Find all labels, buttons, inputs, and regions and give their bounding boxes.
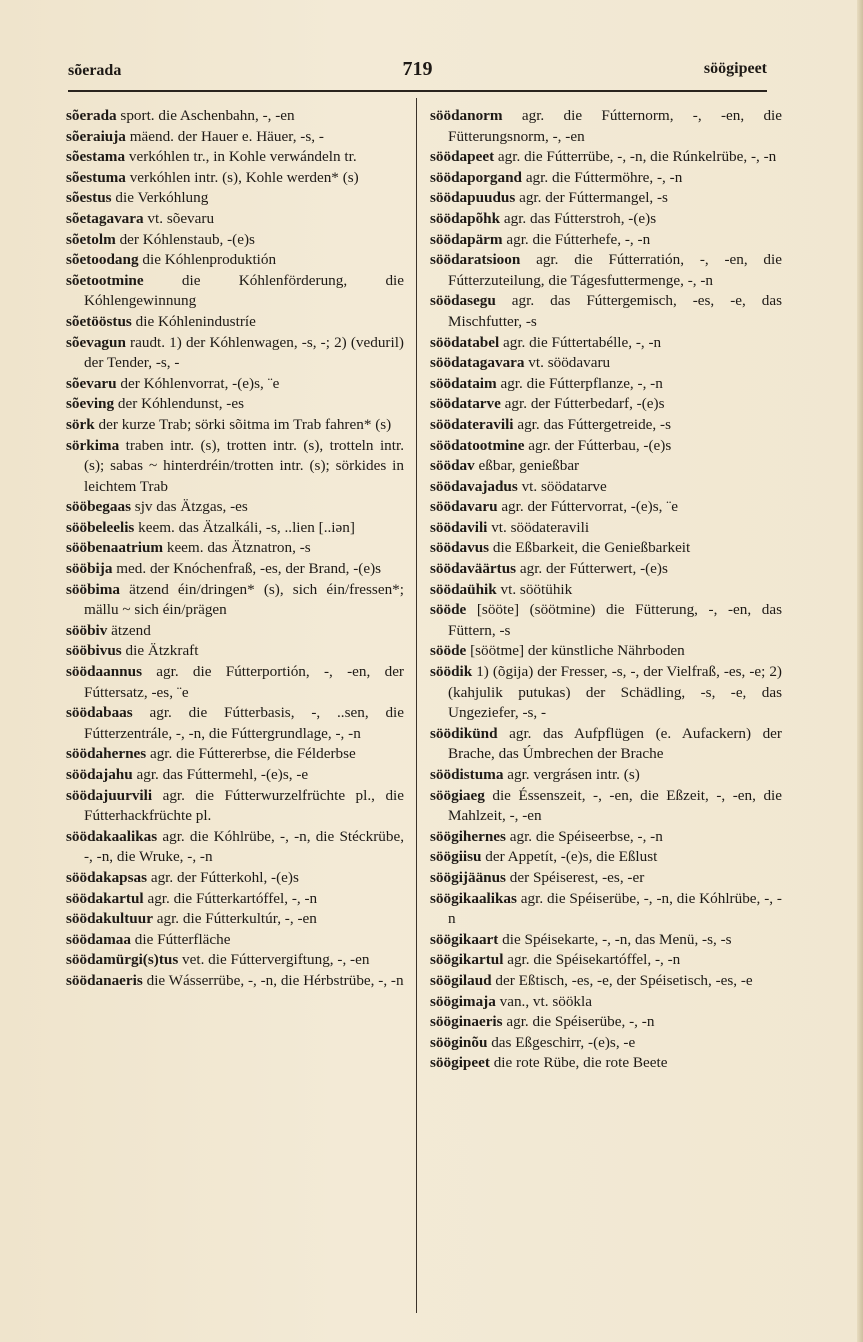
dictionary-entry: sõetööstus die Kóhlenindustríe bbox=[66, 312, 256, 330]
entry-headword: sõestama bbox=[66, 148, 126, 166]
dictionary-entry: sõetagavara vt. sõevaru bbox=[66, 209, 215, 227]
dictionary-entry: söödatootmine agr. der Fútterbau, -(e)s bbox=[430, 436, 672, 454]
entry-headword: söögiaeg bbox=[430, 786, 485, 804]
dictionary-entry: söödajahu agr. das Fúttermehl, -(e)s, -e bbox=[66, 766, 309, 783]
entry-headword: söödikünd bbox=[430, 724, 498, 742]
entry-headword: sööbima bbox=[66, 580, 121, 598]
dictionary-entry: söödistuma agr. vergrásen intr. (s) bbox=[430, 766, 640, 783]
entry-headword: söödatagavara bbox=[430, 354, 525, 372]
dictionary-entry: sõetoodang die Kóhlenproduktión bbox=[66, 251, 277, 269]
dictionary-entry: söödajuurvili agr. die Fútterwurzelfrüchte pl., die Fútterhackfrüchte pl. bbox=[66, 786, 404, 825]
dictionary-entry: sööbija med. der Knóchenfraß, -es, der Brand, -(e)s bbox=[66, 560, 382, 578]
entry-headword: söödavili bbox=[430, 518, 488, 536]
dictionary-entry: söögilaud der Eßtisch, -es, -e, der Spéisetisch, -es, -e bbox=[430, 971, 753, 989]
dictionary-entry: söödakartul agr. die Fútterkartóffel, -, -n bbox=[66, 889, 318, 907]
entry-headword: söödapõhk bbox=[430, 209, 501, 227]
dictionary-entry: söödav eßbar, genießbar bbox=[430, 457, 580, 475]
dictionary-entry: sööbeleelis keem. das Ätzalkáli, -s, ..lien [..iən] bbox=[66, 518, 355, 536]
dictionary-entry: söödaväärtus agr. der Fútterwert, -(e)s bbox=[430, 560, 668, 578]
dictionary-entry: söödataim agr. die Fútterpflanze, -, -n bbox=[430, 374, 663, 392]
entry-headword: söödamaa bbox=[66, 930, 131, 948]
dictionary-entry: sõevagun raudt. 1) der Kóhlenwagen, -s, -; 2) (veduril) der Tender, -s, - bbox=[66, 333, 404, 372]
dictionary-entry: sõerada sport. die Aschenbahn, -, -en bbox=[66, 107, 295, 124]
entry-headword: söödatootmine bbox=[430, 436, 525, 454]
dictionary-entry: söödavajadus vt. söödatarve bbox=[430, 477, 607, 495]
dictionary-entry: söödasegu agr. das Fúttergemisch, -es, -e, das Mischfutter, -s bbox=[430, 292, 782, 330]
dictionary-entry: söödabaas agr. die Fútterbasis, -, ..sen, die Fútterzentrále, -, -n, die Fúttergrundlage, -, -n bbox=[66, 704, 404, 742]
dictionary-entry: sööbivus die Ätzkraft bbox=[66, 642, 199, 660]
entry-headword: söögilaud bbox=[430, 971, 492, 989]
dictionary-entry: söödatagavara vt. söödavaru bbox=[430, 354, 611, 372]
dictionary-entry: sööginõu das Eßgeschirr, -(e)s, -e bbox=[430, 1033, 636, 1051]
dictionary-entry: söödateravili agr. das Fúttergetreide, -s bbox=[430, 415, 671, 433]
entry-headword: sõetagavara bbox=[66, 209, 144, 227]
entry-headword: söödakapsas bbox=[66, 868, 148, 886]
dictionary-entry: söögihernes agr. die Spéiseerbse, -, -n bbox=[430, 827, 663, 845]
header-rule bbox=[68, 90, 767, 92]
entry-headword: söödaporgand bbox=[430, 168, 523, 186]
page-header bbox=[68, 58, 767, 88]
dictionary-entry: sõetootmine die Kóhlenförderung, die Kóhlengewinnung bbox=[66, 271, 404, 310]
entry-headword: söödatarve bbox=[430, 395, 501, 413]
entry-headword: söögiisu bbox=[430, 848, 482, 866]
entry-headword: söödajuurvili bbox=[66, 786, 153, 804]
column-divider bbox=[416, 98, 417, 1313]
entry-headword: söödapuudus bbox=[430, 189, 516, 207]
entry-headword: söödataim bbox=[430, 374, 497, 392]
dictionary-entry: söödanaeris die Wásserrübe, -, -n, die Hérbstrübe, -, -n bbox=[66, 971, 404, 989]
entry-headword: söödakartul bbox=[66, 889, 144, 907]
entry-headword: söödasegu bbox=[430, 292, 496, 310]
dictionary-entry: sörk der kurze Trab; sörki sõitma im Trab fahren* (s) bbox=[66, 415, 392, 433]
entry-headword: söödapeet bbox=[430, 148, 495, 166]
dictionary-entry: sõeraiuja mäend. der Hauer e. Häuer, -s, - bbox=[66, 127, 324, 145]
entry-headword: sõetolm bbox=[66, 230, 116, 248]
entry-headword: söödik bbox=[430, 663, 473, 681]
dictionary-entry: söödaühik vt. söötühik bbox=[430, 580, 573, 598]
dictionary-entry: söödavaru agr. der Fúttervorrat, -(e)s, ¨e bbox=[430, 498, 678, 516]
dictionary-entry: sööbima ätzend éin/dringen* (s), sich éin/fressen*; mällu ~ sich éin/prägen bbox=[66, 580, 404, 619]
entry-headword: söödavajadus bbox=[430, 477, 518, 495]
dictionary-entry: söödakaalikas agr. die Kóhlrübe, -, -n, die Stéckrübe, -, -n, die Wruke, -, -n bbox=[66, 827, 404, 866]
dictionary-entry: sõestus die Verkóhlung bbox=[66, 189, 209, 207]
dictionary-entry: söödapuudus agr. der Fúttermangel, -s bbox=[430, 189, 668, 207]
entry-headword: sööbegaas bbox=[66, 498, 131, 516]
dictionary-entry: söögiisu der Appetít, -(e)s, die Eßlust bbox=[430, 848, 658, 866]
dictionary-entry: söögipeet die rote Rübe, die rote Beete bbox=[430, 1054, 668, 1072]
dictionary-entry: sööginaeris agr. die Spéiserübe, -, -n bbox=[430, 1013, 655, 1031]
dictionary-entry: söödanorm agr. die Fútternorm, -, -en, die Fütterungsnorm, -, -en bbox=[430, 107, 782, 145]
entry-headword: sõevaru bbox=[66, 374, 117, 392]
dictionary-entry: söögikaalikas agr. die Spéiserübe, -, -n, die Kóhlrübe, -, -n bbox=[430, 889, 782, 928]
entry-headword: sõetööstus bbox=[66, 312, 132, 330]
dictionary-entry: söödaratsioon agr. die Fútterratión, -, -en, die Fútterzuteilung, die Tágesfuttermenge, -, -n bbox=[430, 251, 782, 289]
entry-headword: söödaannus bbox=[66, 663, 142, 681]
entry-headword: sõestuma bbox=[66, 168, 126, 186]
dictionary-entry: sööbegaas sjv das Ätzgas, -es bbox=[66, 498, 248, 516]
entry-headword: söödakultuur bbox=[66, 910, 153, 928]
entry-headword: söödavaru bbox=[430, 498, 498, 516]
dictionary-entry: söödakapsas agr. der Fútterkohl, -(e)s bbox=[66, 868, 299, 886]
entry-headword: söödav bbox=[430, 457, 475, 475]
entry-headword: sööbenaatrium bbox=[66, 539, 164, 557]
entry-headword: sööbeleelis bbox=[66, 518, 135, 536]
dictionary-entry: sörkima traben intr. (s), trotten intr. (s), trotteln intr. (s); sabas ~ hinterdréin/trotten intr. (s); sörkides in leichtem Trab bbox=[66, 436, 404, 495]
dictionary-entry: söödapõhk agr. das Fútterstroh, -(e)s bbox=[430, 209, 657, 227]
dictionary-entry: sõevaru der Kóhlenvorrat, -(e)s, ¨e bbox=[66, 374, 280, 392]
dictionary-entry: söödikünd agr. das Aufpflügen (e. Aufackern) der Brache, das Úmbrechen der Brache bbox=[430, 724, 782, 763]
entry-headword: söögikaart bbox=[430, 930, 499, 948]
entry-headword: sörkima bbox=[66, 436, 120, 454]
entry-headword: sõeraiuja bbox=[66, 127, 126, 145]
dictionary-entry: söödik 1) (õgija) der Fresser, -s, -, der Vielfraß, -es, -e; 2) (kahjulik putukas) der Schädling, -s, -e, das Ungeziefer, -s, - bbox=[430, 663, 782, 722]
dictionary-entry: söödaannus agr. die Fútterportión, -, -en, der Fúttersatz, -es, ¨e bbox=[66, 663, 404, 701]
dictionary-entry: sõestuma verkóhlen intr. (s), Kohle werden* (s) bbox=[66, 168, 359, 186]
entry-headword: sööde bbox=[430, 601, 467, 619]
page-edge bbox=[857, 0, 863, 1342]
entry-headword: söödamürgi(s)tus bbox=[66, 951, 179, 969]
entry-headword: sööginaeris bbox=[430, 1013, 503, 1031]
entry-headword: sõeving bbox=[66, 395, 115, 413]
dictionary-entry: söödavus die Eßbarkeit, die Genießbarkeit bbox=[430, 539, 691, 557]
entry-headword: sööde bbox=[430, 642, 467, 660]
entry-headword: sööbiv bbox=[66, 621, 108, 639]
entry-headword: söödaühik bbox=[430, 580, 497, 598]
entry-headword: sõevagun bbox=[66, 333, 126, 351]
entry-headword: söödateravili bbox=[430, 415, 514, 433]
entry-headword: söödaratsioon bbox=[430, 251, 521, 269]
dictionary-entry: söögiaeg die Éssenszeit, -, -en, die Eßzeit, -, -en, die Mahlzeit, -, -en bbox=[430, 786, 782, 825]
dictionary-entry: söödamaa die Fútterfläche bbox=[66, 930, 231, 948]
entry-headword: söögikaalikas bbox=[430, 889, 517, 907]
header-first-word: sõerada bbox=[68, 62, 122, 79]
entry-headword: sööbija bbox=[66, 560, 113, 578]
entry-headword: söögikartul bbox=[430, 951, 504, 969]
dictionary-entry: sööbenaatrium keem. das Ätznatron, -s bbox=[66, 539, 311, 557]
page-number: 719 bbox=[402, 58, 433, 80]
dictionary-entry: sööde [sööte] (söötmine) die Fütterung, -, -en, das Füttern, -s bbox=[430, 601, 782, 639]
dictionary-entry: söödamürgi(s)tus vet. die Fúttervergiftung, -, -en bbox=[66, 951, 370, 969]
entry-headword: sörk bbox=[66, 415, 95, 433]
dictionary-entry: söödavili vt. söödateravili bbox=[430, 518, 590, 536]
dictionary-entry: söögijäänus der Spéiserest, -es, -er bbox=[430, 868, 645, 886]
dictionary-entry: sõeving der Kóhlendunst, -es bbox=[66, 395, 245, 413]
dictionary-entry: söögimaja van., vt. sööklа bbox=[430, 992, 592, 1010]
entry-headword: sõerada bbox=[66, 107, 117, 124]
entry-headword: söödaväärtus bbox=[430, 560, 517, 578]
dictionary-entry: söögikaart die Spéisekarte, -, -n, das Menü, -s, -s bbox=[430, 930, 732, 948]
entry-headword: söödapärm bbox=[430, 230, 503, 248]
dictionary-entry: söögikartul agr. die Spéisekartóffel, -, -n bbox=[430, 951, 681, 969]
entry-headword: söögihernes bbox=[430, 827, 506, 845]
dictionary-entry: sõestama verkóhlen tr., in Kohle verwándeln tr. bbox=[66, 148, 357, 166]
entry-headword: söödahernes bbox=[66, 745, 147, 763]
dictionary-entry: söödakultuur agr. die Fútterkultúr, -, -en bbox=[66, 910, 317, 928]
entry-headword: söödavus bbox=[430, 539, 490, 557]
entry-headword: söögipeet bbox=[430, 1054, 490, 1072]
entry-headword: sööbivus bbox=[66, 642, 122, 660]
entry-headword: söögimaja bbox=[430, 992, 496, 1010]
entry-headword: söödatabel bbox=[430, 333, 500, 351]
dictionary-entry: sööbiv ätzend bbox=[66, 621, 151, 639]
entry-headword: sööginõu bbox=[430, 1033, 488, 1051]
dictionary-entry: söödahernes agr. die Fúttererbse, die Félderbse bbox=[66, 745, 356, 763]
entry-headword: söödajahu bbox=[66, 766, 133, 783]
dictionary-entry: söödatarve agr. der Fútterbedarf, -(e)s bbox=[430, 395, 665, 413]
dictionary-entry: sõetolm der Kóhlenstaub, -(e)s bbox=[66, 230, 255, 248]
left-column bbox=[66, 106, 404, 1306]
entry-headword: sõetoodang bbox=[66, 251, 139, 269]
entry-headword: sõetootmine bbox=[66, 271, 144, 289]
entry-headword: söödanaeris bbox=[66, 971, 143, 989]
entry-headword: söödakaalikas bbox=[66, 827, 158, 845]
header-last-word: söögipeet bbox=[703, 60, 767, 77]
right-column bbox=[430, 106, 782, 1306]
entry-headword: söödabaas bbox=[66, 704, 133, 722]
dictionary-entry: sööde [söötme] der künstliche Nährboden bbox=[430, 642, 685, 660]
entry-headword: söödanorm bbox=[430, 107, 503, 124]
dictionary-entry: söödatabel agr. die Fúttertabélle, -, -n bbox=[430, 333, 662, 351]
entry-headword: söögijäänus bbox=[430, 868, 506, 886]
dictionary-entry: söödaporgand agr. die Fúttermöhre, -, -n bbox=[430, 168, 683, 186]
dictionary-entry: söödapeet agr. die Fútterrübe, -, -n, die Rúnkelrübe, -, -n bbox=[430, 148, 777, 166]
entry-headword: sõestus bbox=[66, 189, 112, 207]
entry-headword: söödistuma bbox=[430, 766, 504, 783]
dictionary-entry: söödapärm agr. die Fútterhefe, -, -n bbox=[430, 230, 651, 248]
